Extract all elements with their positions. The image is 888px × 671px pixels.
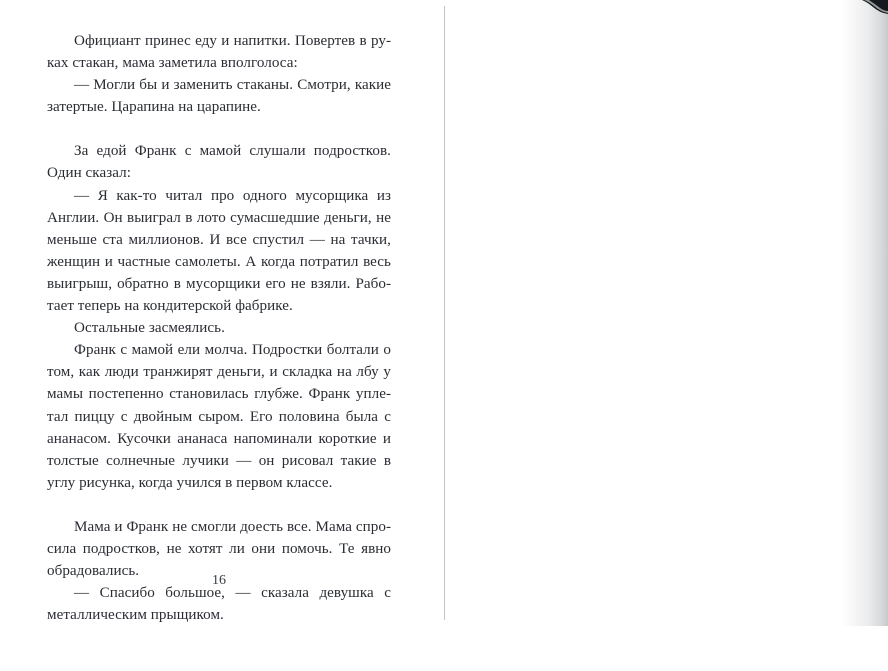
paragraph: — Могли бы и заменить стаканы. Смотри, какие затертые. Царапина на царапине. xyxy=(47,77,391,116)
paragraph: — Я как-то читал про одного мусорщика из Англии. Он выиграл в лото сумасшедшие деньги, не меньше ста миллионов. И все спустил — на тачки, женщин и частные самолеты. А когда потратил весь выигрыш, обратно в мусорщики его не взяли. Работает теперь на кондитерской фабрике. xyxy=(47,187,391,315)
paragraph: Официант принес еду и напитки. Повертев в руках стакан, мама заметила вполголоса: xyxy=(47,33,391,72)
book-spine-divider xyxy=(444,6,445,620)
paragraph: Франк с мамой ели молча. Подростки болтали о том, как люди транжирят деньги, и складка на лбу у мамы постепенно становилась глубже. Франк уплетал пиццу с двойным сыром. Его половина была с ананасом. Кусочки ананаса напоминали короткие и толстые солнечные лучики — он рисовал такие в углу рисунка, когда учился в первом классе. xyxy=(47,342,391,491)
paragraph: Остальные засмеялись. xyxy=(74,320,225,337)
left-page xyxy=(0,0,444,626)
paragraph: За едой Франк с мамой слушали подростков. Один сказал: xyxy=(47,143,391,182)
page-number: 16 xyxy=(212,573,226,588)
right-page xyxy=(444,0,888,626)
paragraph: Мама и Франк не смогли доесть все. Мама спросила подростков, не хотят ли они помочь. Те явно обрадовались. xyxy=(47,518,391,580)
paragraph: — Спасибо большое, — сказала девушка с металлическим прыщиком. xyxy=(47,585,391,624)
